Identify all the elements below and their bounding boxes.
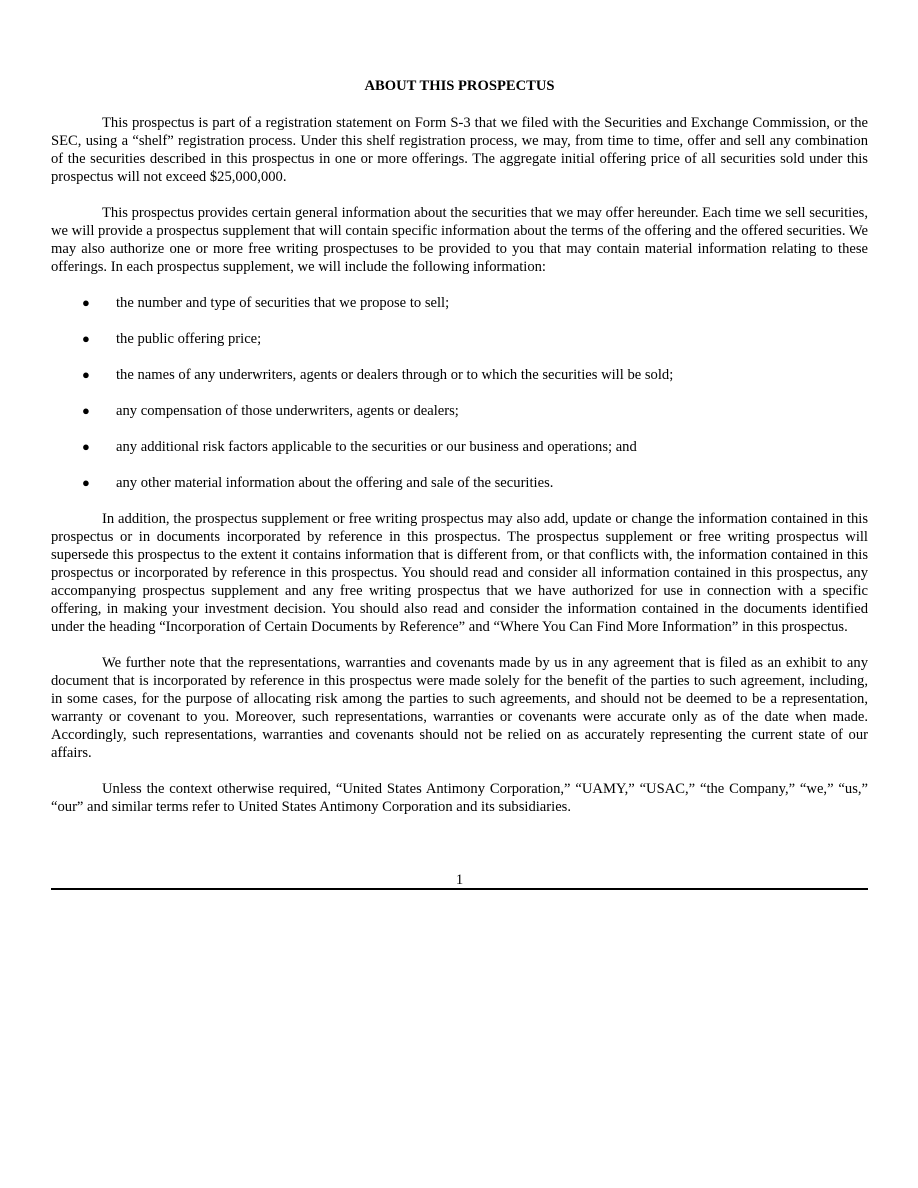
section-title: ABOUT THIS PROSPECTUS (364, 78, 555, 94)
bullet-icon: ● (82, 403, 90, 418)
list-item (51, 294, 868, 312)
list-item-text: any other material information about the offering and sale of the securities. (116, 475, 554, 491)
bullet-icon: ● (82, 331, 90, 346)
document-page (51, 77, 868, 834)
paragraph-intro: This prospectus is part of a registration statement on Form S-3 that we filed with the Securities and Exchange Commission, or the SEC, using a “shelf” registration process. Under this shelf registration process, we may, from time to time, offer and sell any combination of the securities described in this prospectus in one or more offerings. The aggregate initial offering price of all securities sold under this prospectus will not exceed $25,000,000. (51, 115, 868, 185)
list-item-text: any compensation of those underwriters, agents or dealers; (116, 403, 459, 419)
list-item (51, 438, 868, 456)
bullet-icon: ● (82, 367, 90, 382)
list-item-text: the number and type of securities that we propose to sell; (116, 295, 450, 311)
list-item (51, 474, 868, 492)
supplement-info-list (51, 294, 868, 492)
list-item-text: any additional risk factors applicable to the securities or our business and operations; and (116, 439, 637, 455)
bullet-icon: ● (82, 439, 90, 454)
bullet-icon: ● (82, 295, 90, 310)
list-item-text: the public offering price; (116, 331, 262, 347)
page-number: 1 (455, 872, 464, 888)
bullet-icon: ● (82, 475, 90, 490)
footer-divider (51, 888, 868, 890)
list-item-text: the names of any underwriters, agents or dealers through or to which the securities will be sold; (116, 367, 674, 383)
paragraph-representations: We further note that the representations, warranties and covenants made by us in any agreement that is filed as an exhibit to any document that is incorporated by reference in this prospectus were made solely for the benefit of the parties to such agreement, including, in some cases, for the purpose of allocating risk among the parties to such agreements, and should not be deemed to be a representation, warranty or covenant to you. Moreover, such representations, warranties or covenants were accurate only as of the date when made. Accordingly, such representations, warranties and covenants should not be relied on as accurately representing the current state of our affairs. (51, 655, 868, 761)
list-item (51, 330, 868, 348)
paragraph-supplement-changes: In addition, the prospectus supplement or free writing prospectus may also add, update or change the information contained in this prospectus or in documents incorporated by reference in this prospectus. The prospectus supplement or free writing prospectus will supersede this prospectus to the extent it contains information that is different from, or that conflicts with, the information contained in this prospectus or incorporated by reference in this prospectus. You should read and consider all information contained in this prospectus, any accompanying prospectus supplement and any free writing prospectus that we have authorized for use in connection with a specific offering, in making your investment decision. You should also read and consider the information contained in the documents identified under the heading “Incorporation of Certain Documents by Reference” and “Where You Can Find More Information” in this prospectus. (51, 511, 868, 635)
paragraph-definitions: Unless the context otherwise required, “United States Antimony Corporation,” “UAMY,” “USAC,” “the Company,” “we,” “us,” “our” and similar terms refer to United States Antimony Corporation and its subsidiaries. (51, 781, 868, 815)
list-item (51, 366, 868, 384)
paragraph-general-info: This prospectus provides certain general information about the securities that we may offer hereunder. Each time we sell securities, we will provide a prospectus supplement that will contain specific information about the terms of the offering and the offered securities. We may also authorize one or more free writing prospectuses to be provided to you that may contain material information relating to these offerings. In each prospectus supplement, we will include the following information: (51, 205, 868, 275)
list-item (51, 402, 868, 420)
